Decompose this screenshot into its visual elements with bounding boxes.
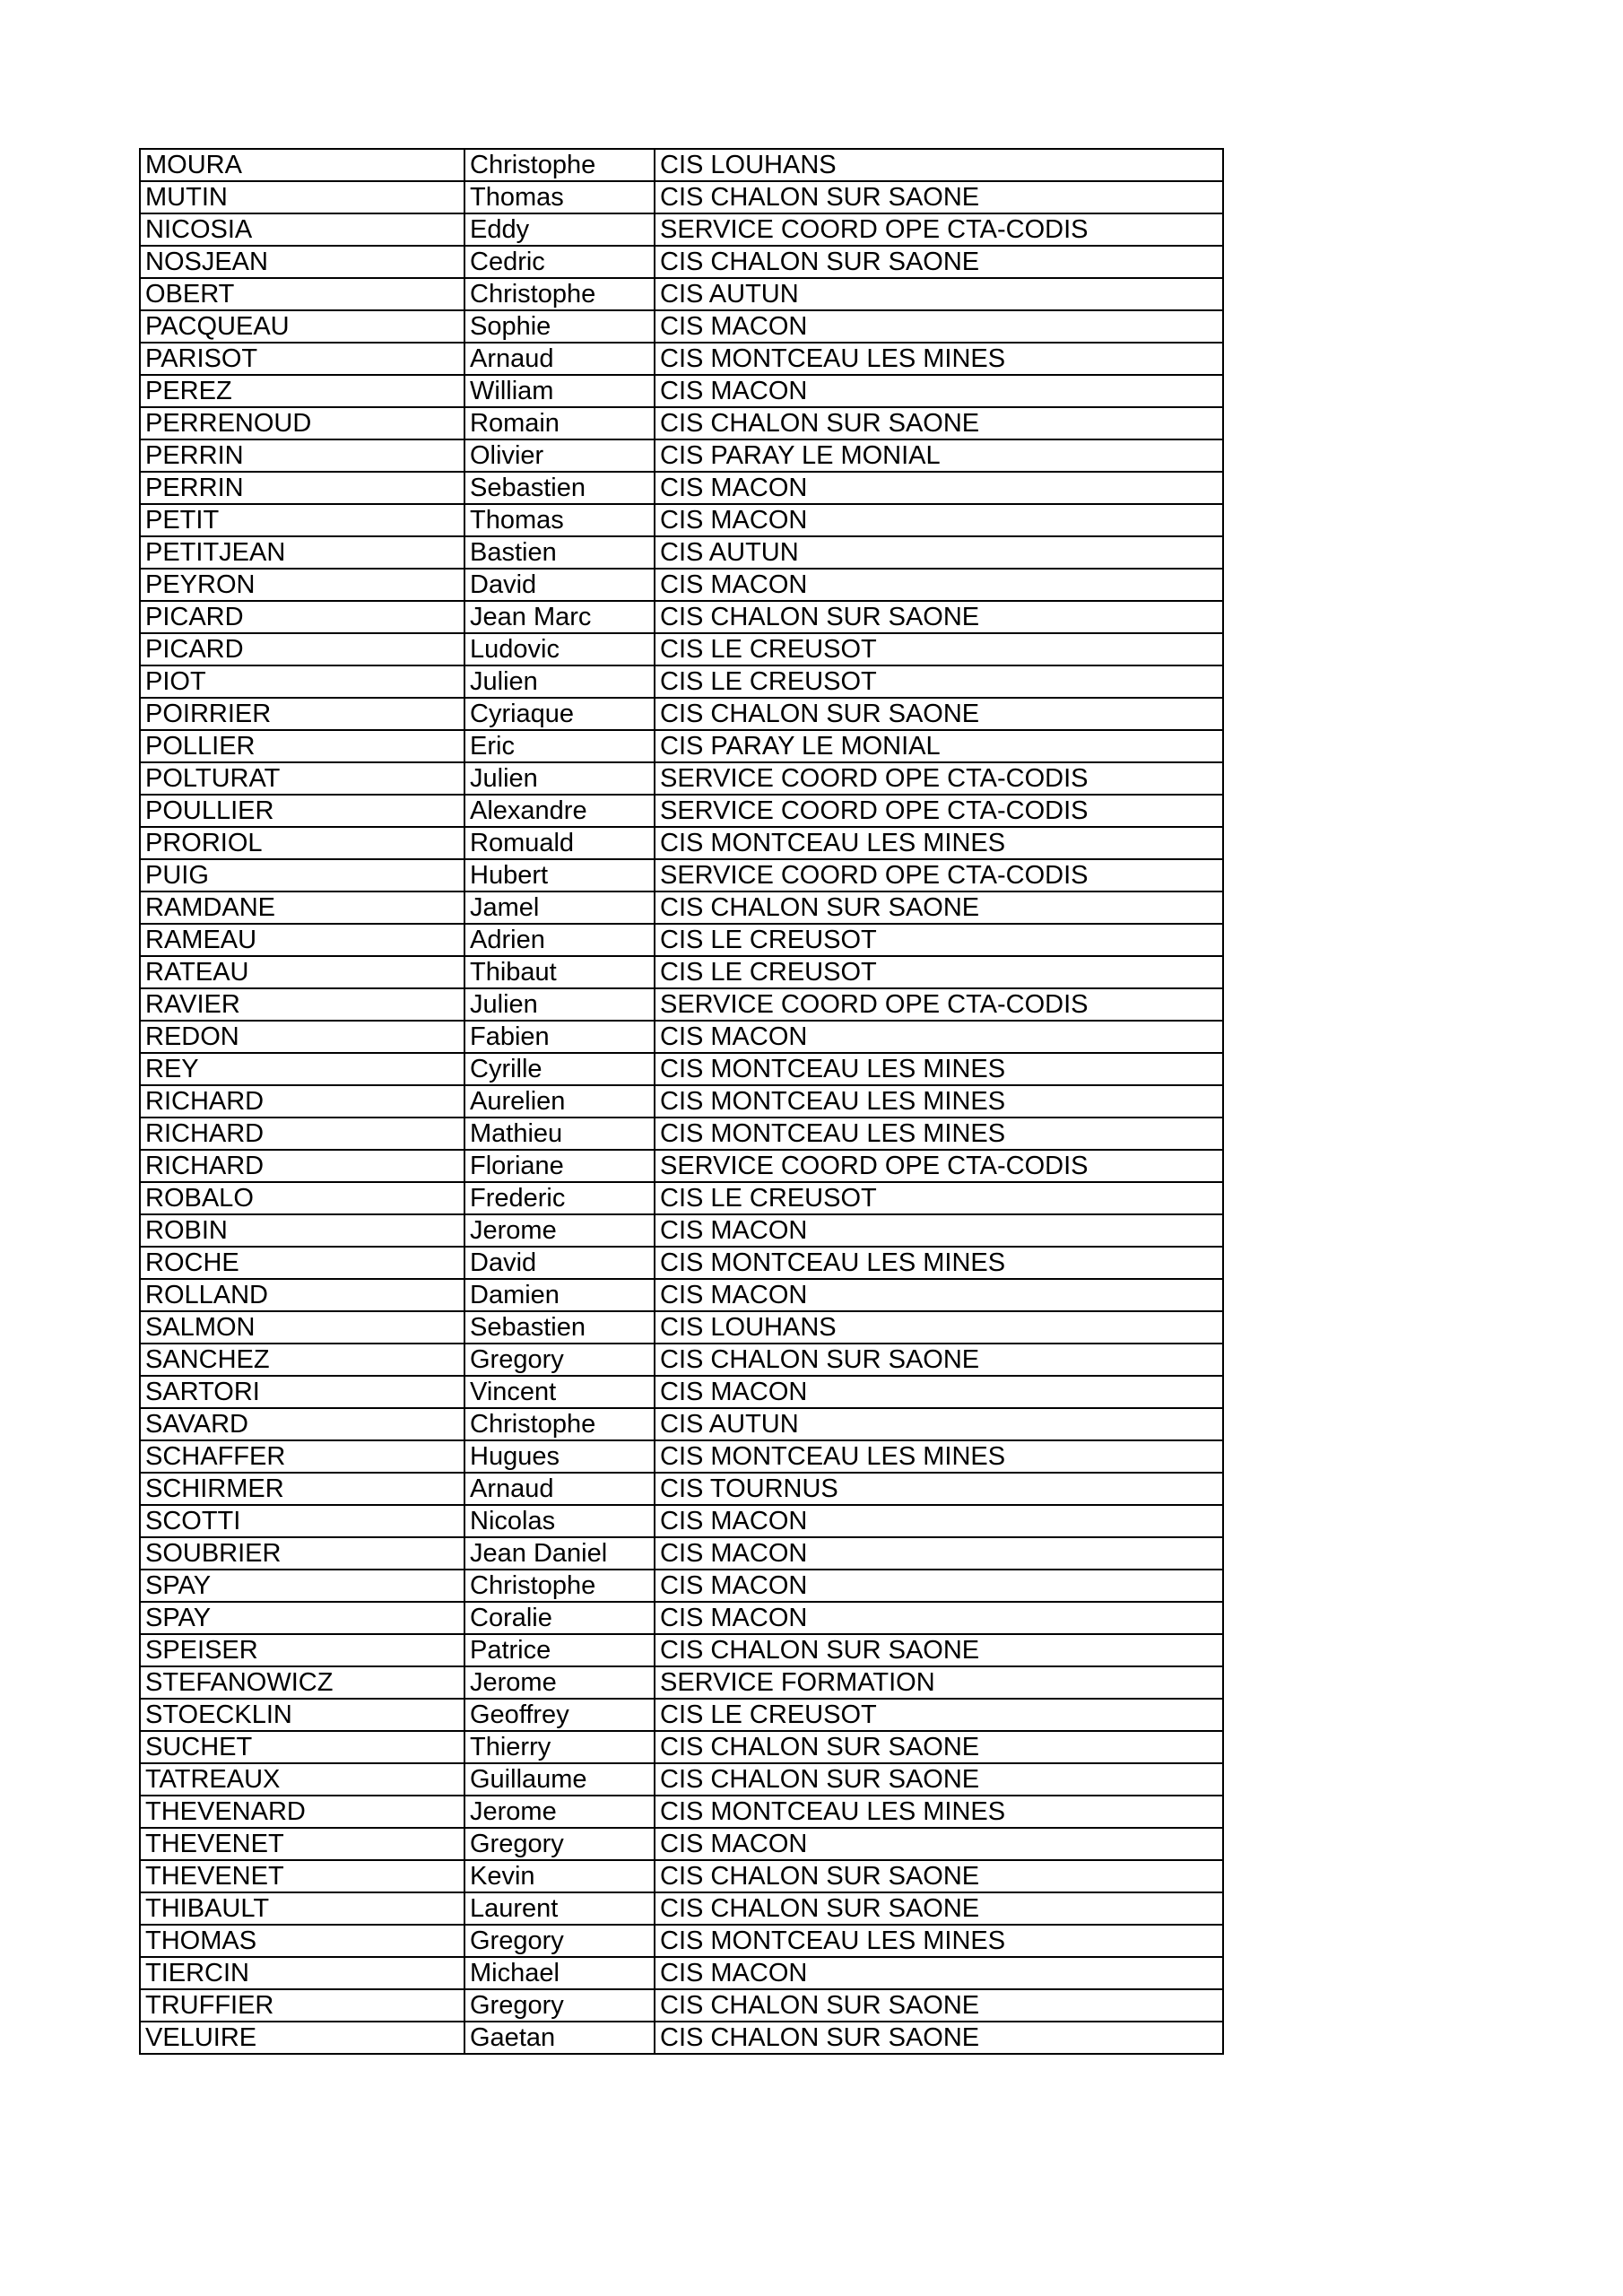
last-name-cell: PERRIN (140, 439, 464, 472)
first-name-cell: Jean Daniel (464, 1537, 655, 1570)
table-row (140, 278, 1223, 310)
table-row (140, 1376, 1223, 1408)
unit-cell: CIS PARAY LE MONIAL (655, 730, 1223, 762)
unit-cell: CIS CHALON SUR SAONE (655, 1731, 1223, 1763)
last-name-cell: SALMON (140, 1311, 464, 1344)
unit-cell: CIS CHALON SUR SAONE (655, 601, 1223, 633)
table-row (140, 1053, 1223, 1085)
last-name-cell: TIERCIN (140, 1957, 464, 1989)
table-row (140, 633, 1223, 665)
table-row (140, 1214, 1223, 1247)
last-name-cell: RAVIER (140, 988, 464, 1021)
unit-cell: CIS CHALON SUR SAONE (655, 1860, 1223, 1892)
first-name-cell: Jerome (464, 1796, 655, 1828)
unit-cell: CIS CHALON SUR SAONE (655, 698, 1223, 730)
last-name-cell: RAMDANE (140, 891, 464, 924)
first-name-cell: Hubert (464, 859, 655, 891)
first-name-cell: Julien (464, 762, 655, 795)
table-row (140, 1602, 1223, 1634)
last-name-cell: PETITJEAN (140, 536, 464, 569)
first-name-cell: Patrice (464, 1634, 655, 1666)
table-row (140, 1989, 1223, 2022)
unit-cell: CIS MACON (655, 1376, 1223, 1408)
last-name-cell: THEVENET (140, 1828, 464, 1860)
last-name-cell: SARTORI (140, 1376, 464, 1408)
last-name-cell: OBERT (140, 278, 464, 310)
last-name-cell: STOECKLIN (140, 1699, 464, 1731)
first-name-cell: Arnaud (464, 343, 655, 375)
last-name-cell: NOSJEAN (140, 246, 464, 278)
last-name-cell: ROCHE (140, 1247, 464, 1279)
last-name-cell: RICHARD (140, 1150, 464, 1182)
unit-cell: CIS MACON (655, 504, 1223, 536)
last-name-cell: PEYRON (140, 569, 464, 601)
table-row (140, 988, 1223, 1021)
first-name-cell: Romuald (464, 827, 655, 859)
table-row (140, 924, 1223, 956)
first-name-cell: Gregory (464, 1925, 655, 1957)
first-name-cell: Coralie (464, 1602, 655, 1634)
table-row (140, 472, 1223, 504)
unit-cell: CIS AUTUN (655, 1408, 1223, 1440)
first-name-cell: Thibaut (464, 956, 655, 988)
table-row (140, 1763, 1223, 1796)
table-row (140, 601, 1223, 633)
last-name-cell: SOUBRIER (140, 1537, 464, 1570)
last-name-cell: THEVENARD (140, 1796, 464, 1828)
first-name-cell: Romain (464, 407, 655, 439)
first-name-cell: Julien (464, 988, 655, 1021)
first-name-cell: Aurelien (464, 1085, 655, 1118)
unit-cell: CIS MACON (655, 1602, 1223, 1634)
last-name-cell: ROBALO (140, 1182, 464, 1214)
last-name-cell: RICHARD (140, 1118, 464, 1150)
table-row (140, 1118, 1223, 1150)
table-row (140, 1860, 1223, 1892)
first-name-cell: Sebastien (464, 472, 655, 504)
table-row (140, 246, 1223, 278)
last-name-cell: MUTIN (140, 181, 464, 213)
unit-cell: CIS MONTCEAU LES MINES (655, 1440, 1223, 1473)
roster-body (140, 149, 1223, 2054)
unit-cell: CIS CHALON SUR SAONE (655, 407, 1223, 439)
table-row (140, 310, 1223, 343)
first-name-cell: Christophe (464, 1408, 655, 1440)
table-row (140, 698, 1223, 730)
unit-cell: CIS MACON (655, 1505, 1223, 1537)
last-name-cell: POIRRIER (140, 698, 464, 730)
unit-cell: CIS CHALON SUR SAONE (655, 1634, 1223, 1666)
unit-cell: SERVICE COORD OPE CTA-CODIS (655, 213, 1223, 246)
table-row (140, 1311, 1223, 1344)
table-row (140, 1440, 1223, 1473)
first-name-cell: William (464, 375, 655, 407)
first-name-cell: Jerome (464, 1214, 655, 1247)
unit-cell: CIS MACON (655, 310, 1223, 343)
last-name-cell: PERRIN (140, 472, 464, 504)
table-row (140, 1247, 1223, 1279)
first-name-cell: Sophie (464, 310, 655, 343)
table-row (140, 1796, 1223, 1828)
table-row (140, 1473, 1223, 1505)
last-name-cell: THOMAS (140, 1925, 464, 1957)
table-row (140, 1699, 1223, 1731)
unit-cell: SERVICE COORD OPE CTA-CODIS (655, 859, 1223, 891)
unit-cell: CIS MACON (655, 1570, 1223, 1602)
last-name-cell: THEVENET (140, 1860, 464, 1892)
last-name-cell: REDON (140, 1021, 464, 1053)
first-name-cell: Cyrille (464, 1053, 655, 1085)
table-row (140, 2022, 1223, 2054)
last-name-cell: SPAY (140, 1570, 464, 1602)
unit-cell: CIS MACON (655, 569, 1223, 601)
table-row (140, 1731, 1223, 1763)
table-row (140, 730, 1223, 762)
first-name-cell: Alexandre (464, 795, 655, 827)
table-row (140, 762, 1223, 795)
last-name-cell: STEFANOWICZ (140, 1666, 464, 1699)
unit-cell: SERVICE COORD OPE CTA-CODIS (655, 762, 1223, 795)
first-name-cell: Gaetan (464, 2022, 655, 2054)
table-row (140, 343, 1223, 375)
last-name-cell: PRORIOL (140, 827, 464, 859)
table-row (140, 504, 1223, 536)
last-name-cell: POLLIER (140, 730, 464, 762)
first-name-cell: Adrien (464, 924, 655, 956)
table-row (140, 1150, 1223, 1182)
unit-cell: CIS LE CREUSOT (655, 1699, 1223, 1731)
unit-cell: CIS MONTCEAU LES MINES (655, 343, 1223, 375)
last-name-cell: RATEAU (140, 956, 464, 988)
unit-cell: CIS MACON (655, 1828, 1223, 1860)
unit-cell: CIS MONTCEAU LES MINES (655, 1247, 1223, 1279)
last-name-cell: TATREAUX (140, 1763, 464, 1796)
table-row (140, 375, 1223, 407)
first-name-cell: Floriane (464, 1150, 655, 1182)
unit-cell: CIS CHALON SUR SAONE (655, 1763, 1223, 1796)
first-name-cell: Julien (464, 665, 655, 698)
first-name-cell: Jerome (464, 1666, 655, 1699)
last-name-cell: SPEISER (140, 1634, 464, 1666)
first-name-cell: Frederic (464, 1182, 655, 1214)
first-name-cell: Thomas (464, 504, 655, 536)
first-name-cell: Bastien (464, 536, 655, 569)
unit-cell: CIS MACON (655, 1021, 1223, 1053)
last-name-cell: PERRENOUD (140, 407, 464, 439)
roster-table (139, 148, 1224, 2055)
unit-cell: SERVICE COORD OPE CTA-CODIS (655, 988, 1223, 1021)
unit-cell: SERVICE FORMATION (655, 1666, 1223, 1699)
table-row (140, 569, 1223, 601)
unit-cell: CIS MONTCEAU LES MINES (655, 827, 1223, 859)
first-name-cell: Christophe (464, 278, 655, 310)
last-name-cell: SCHAFFER (140, 1440, 464, 1473)
unit-cell: CIS MACON (655, 375, 1223, 407)
last-name-cell: THIBAULT (140, 1892, 464, 1925)
table-row (140, 956, 1223, 988)
last-name-cell: PIOT (140, 665, 464, 698)
table-row (140, 1021, 1223, 1053)
last-name-cell: SAVARD (140, 1408, 464, 1440)
last-name-cell: NICOSIA (140, 213, 464, 246)
last-name-cell: ROBIN (140, 1214, 464, 1247)
unit-cell: CIS AUTUN (655, 536, 1223, 569)
first-name-cell: Christophe (464, 149, 655, 181)
table-row (140, 827, 1223, 859)
table-row (140, 1925, 1223, 1957)
last-name-cell: PICARD (140, 633, 464, 665)
first-name-cell: Nicolas (464, 1505, 655, 1537)
table-row (140, 1279, 1223, 1311)
first-name-cell: Mathieu (464, 1118, 655, 1150)
table-row (140, 1892, 1223, 1925)
unit-cell: CIS LOUHANS (655, 149, 1223, 181)
table-row (140, 1828, 1223, 1860)
table-row (140, 181, 1223, 213)
last-name-cell: REY (140, 1053, 464, 1085)
table-row (140, 665, 1223, 698)
table-row (140, 1570, 1223, 1602)
unit-cell: CIS LE CREUSOT (655, 956, 1223, 988)
last-name-cell: RICHARD (140, 1085, 464, 1118)
last-name-cell: POLTURAT (140, 762, 464, 795)
unit-cell: CIS CHALON SUR SAONE (655, 891, 1223, 924)
unit-cell: CIS CHALON SUR SAONE (655, 2022, 1223, 2054)
first-name-cell: Jamel (464, 891, 655, 924)
last-name-cell: SCHIRMER (140, 1473, 464, 1505)
first-name-cell: Cyriaque (464, 698, 655, 730)
table-row (140, 1957, 1223, 1989)
unit-cell: CIS LE CREUSOT (655, 924, 1223, 956)
first-name-cell: Christophe (464, 1570, 655, 1602)
table-row (140, 1505, 1223, 1537)
table-row (140, 795, 1223, 827)
first-name-cell: Gregory (464, 1344, 655, 1376)
table-row (140, 1634, 1223, 1666)
table-row (140, 536, 1223, 569)
first-name-cell: Gregory (464, 1828, 655, 1860)
last-name-cell: POULLIER (140, 795, 464, 827)
first-name-cell: Geoffrey (464, 1699, 655, 1731)
last-name-cell: VELUIRE (140, 2022, 464, 2054)
unit-cell: CIS TOURNUS (655, 1473, 1223, 1505)
table-row (140, 891, 1223, 924)
unit-cell: CIS MONTCEAU LES MINES (655, 1118, 1223, 1150)
unit-cell: SERVICE COORD OPE CTA-CODIS (655, 795, 1223, 827)
first-name-cell: Hugues (464, 1440, 655, 1473)
first-name-cell: Gregory (464, 1989, 655, 2022)
unit-cell: CIS LE CREUSOT (655, 665, 1223, 698)
table-row (140, 859, 1223, 891)
table-row (140, 1666, 1223, 1699)
last-name-cell: RAMEAU (140, 924, 464, 956)
last-name-cell: PEREZ (140, 375, 464, 407)
last-name-cell: ROLLAND (140, 1279, 464, 1311)
first-name-cell: Thierry (464, 1731, 655, 1763)
unit-cell: CIS MACON (655, 472, 1223, 504)
unit-cell: CIS PARAY LE MONIAL (655, 439, 1223, 472)
unit-cell: CIS CHALON SUR SAONE (655, 246, 1223, 278)
first-name-cell: David (464, 1247, 655, 1279)
first-name-cell: Sebastien (464, 1311, 655, 1344)
unit-cell: CIS CHALON SUR SAONE (655, 181, 1223, 213)
last-name-cell: SUCHET (140, 1731, 464, 1763)
table-row (140, 1537, 1223, 1570)
unit-cell: CIS AUTUN (655, 278, 1223, 310)
first-name-cell: Ludovic (464, 633, 655, 665)
table-row (140, 213, 1223, 246)
last-name-cell: TRUFFIER (140, 1989, 464, 2022)
unit-cell: CIS MONTCEAU LES MINES (655, 1925, 1223, 1957)
last-name-cell: PICARD (140, 601, 464, 633)
table-row (140, 439, 1223, 472)
unit-cell: CIS MONTCEAU LES MINES (655, 1796, 1223, 1828)
unit-cell: SERVICE COORD OPE CTA-CODIS (655, 1150, 1223, 1182)
first-name-cell: Eddy (464, 213, 655, 246)
table-row (140, 1182, 1223, 1214)
last-name-cell: PACQUEAU (140, 310, 464, 343)
last-name-cell: PUIG (140, 859, 464, 891)
last-name-cell: SCOTTI (140, 1505, 464, 1537)
unit-cell: CIS MACON (655, 1279, 1223, 1311)
last-name-cell: PARISOT (140, 343, 464, 375)
first-name-cell: Guillaume (464, 1763, 655, 1796)
first-name-cell: Vincent (464, 1376, 655, 1408)
table-row (140, 1408, 1223, 1440)
table-row (140, 407, 1223, 439)
first-name-cell: Arnaud (464, 1473, 655, 1505)
unit-cell: CIS MACON (655, 1957, 1223, 1989)
first-name-cell: David (464, 569, 655, 601)
first-name-cell: Thomas (464, 181, 655, 213)
last-name-cell: PETIT (140, 504, 464, 536)
unit-cell: CIS MACON (655, 1537, 1223, 1570)
first-name-cell: Cedric (464, 246, 655, 278)
unit-cell: CIS CHALON SUR SAONE (655, 1989, 1223, 2022)
unit-cell: CIS MONTCEAU LES MINES (655, 1085, 1223, 1118)
first-name-cell: Kevin (464, 1860, 655, 1892)
table-row (140, 1085, 1223, 1118)
first-name-cell: Eric (464, 730, 655, 762)
first-name-cell: Jean Marc (464, 601, 655, 633)
first-name-cell: Michael (464, 1957, 655, 1989)
first-name-cell: Laurent (464, 1892, 655, 1925)
unit-cell: CIS CHALON SUR SAONE (655, 1892, 1223, 1925)
first-name-cell: Fabien (464, 1021, 655, 1053)
unit-cell: CIS LE CREUSOT (655, 633, 1223, 665)
unit-cell: CIS MONTCEAU LES MINES (655, 1053, 1223, 1085)
unit-cell: CIS LE CREUSOT (655, 1182, 1223, 1214)
last-name-cell: SANCHEZ (140, 1344, 464, 1376)
unit-cell: CIS CHALON SUR SAONE (655, 1344, 1223, 1376)
table-row (140, 1344, 1223, 1376)
last-name-cell: MOURA (140, 149, 464, 181)
unit-cell: CIS LOUHANS (655, 1311, 1223, 1344)
unit-cell: CIS MACON (655, 1214, 1223, 1247)
table-row (140, 149, 1223, 181)
first-name-cell: Damien (464, 1279, 655, 1311)
last-name-cell: SPAY (140, 1602, 464, 1634)
first-name-cell: Olivier (464, 439, 655, 472)
